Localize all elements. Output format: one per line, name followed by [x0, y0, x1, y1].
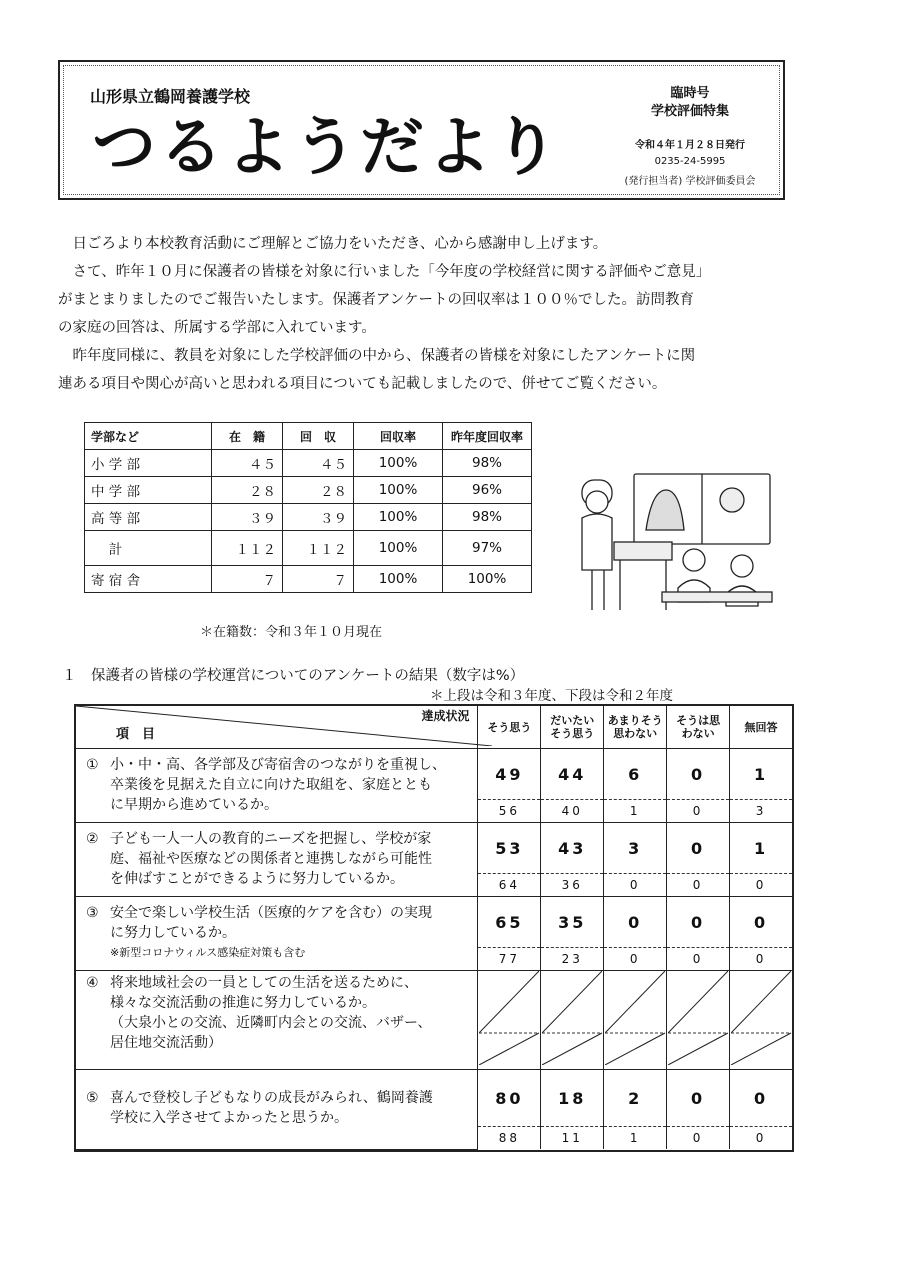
previous-value: 0 [667, 874, 730, 897]
rate-cell: 100% [354, 566, 443, 593]
item-note: ※新型コロナウィルス感染症対策も含む [110, 946, 306, 959]
item-number: ④ [86, 975, 99, 991]
dept-cell: 小 学 部 [85, 450, 212, 477]
item-line: 卒業後を見据えた自立に向けた取組を、家庭ととも [110, 777, 432, 793]
issue-contact: (発行担当者) 学校評価委員会 [624, 176, 756, 187]
intro-line: がまとまりましたのでご報告いたします。保護者アンケートの回収率は１００％でした。訪問教育 [58, 292, 694, 308]
not-applicable-cell [604, 971, 667, 1070]
survey-row [76, 1070, 792, 1127]
enrolled-cell: ４５ [212, 450, 283, 477]
school-name: 山形県立鶴岡養護学校 [90, 87, 251, 106]
slash-mark [479, 971, 539, 1065]
item-line: 将来地域社会の一員としての生活を送るために、 [110, 975, 418, 991]
header-cell: 回 収 [283, 423, 354, 450]
previous-value: 1 [604, 800, 667, 823]
header-banner [58, 60, 785, 200]
item-line: を伸ばすことができるように努力しているか。 [110, 871, 404, 887]
previous-value: 0 [730, 874, 792, 897]
issue-subtitle: 学校評価特集 [650, 104, 729, 119]
header-cell: 在 籍 [212, 423, 283, 450]
item-header-label: 項 目 [116, 727, 156, 742]
survey-row [76, 823, 792, 874]
current-value: 18 [541, 1070, 604, 1127]
intro-line: さて、昨年１０月に保護者の皆様を対象に行いました「今年度の学校経営に関する評価やご意見」 [58, 264, 711, 280]
table-row [85, 531, 532, 566]
survey-item [76, 971, 478, 1070]
survey-note: ＊上段は令和３年度、下段は令和２年度 [430, 688, 673, 704]
column-header-line: だいたい [550, 714, 595, 727]
previous-value: 3 [730, 800, 792, 823]
previous-value: 0 [667, 1127, 730, 1150]
prev-rate-cell: 98% [443, 504, 532, 531]
intro-line: の家庭の回答は、所属する学部に入れています。 [58, 320, 376, 336]
current-value: 53 [478, 823, 541, 874]
item-line: （大泉小との交流、近隣町内会との交流、バザー、 [110, 1015, 432, 1031]
survey-header-row [76, 706, 792, 749]
current-value: 35 [541, 897, 604, 948]
header-cell: 学部など [85, 423, 212, 450]
table-header-row [85, 423, 532, 450]
column-header-line: 思わない [613, 727, 658, 740]
previous-value: 40 [541, 800, 604, 823]
item-line: 小・中・高、各学部及び寄宿舎のつながりを重視し、 [110, 757, 446, 773]
rate-cell: 100% [354, 477, 443, 504]
current-value: 43 [541, 823, 604, 874]
current-value: 0 [667, 749, 730, 800]
previous-value: 36 [541, 874, 604, 897]
enrolled-cell: ２８ [212, 477, 283, 504]
item-number: ① [86, 757, 99, 773]
current-value: 2 [604, 1070, 667, 1127]
not-applicable-cell [478, 971, 541, 1070]
item-line: 様々な交流活動の推進に努力しているか。 [110, 995, 376, 1011]
current-value: 3 [604, 823, 667, 874]
current-value: 0 [730, 897, 792, 948]
survey-item [76, 1070, 478, 1150]
column-header [604, 706, 667, 749]
enrolled-cell: ３９ [212, 504, 283, 531]
issue-type: 臨時号 [670, 86, 710, 101]
survey-item [76, 749, 478, 823]
previous-value: 88 [478, 1127, 541, 1150]
previous-value: 77 [478, 948, 541, 971]
collected-cell: ４５ [283, 450, 354, 477]
column-header [730, 706, 792, 749]
previous-value: 64 [478, 874, 541, 897]
item-number: ③ [86, 905, 99, 921]
intro-line: 連ある項目や関心が高いと思われる項目についても記載しましたので、併せてご覧ください。 [58, 376, 667, 392]
column-header [667, 706, 730, 749]
survey-table [74, 704, 794, 1152]
issue-date: 令和４年１月２８日発行 [635, 140, 745, 151]
item-line: に早期から進めているか。 [110, 797, 278, 813]
current-value: 65 [478, 897, 541, 948]
item-line: 安全で楽しい学校生活（医療的ケアを含む）の実現 [110, 905, 432, 921]
previous-value: 11 [541, 1127, 604, 1150]
column-header-line: そうは思 [676, 714, 721, 727]
slash-mark [668, 971, 728, 1065]
enrolled-cell: １１２ [212, 531, 283, 566]
previous-value: 1 [604, 1127, 667, 1150]
collected-cell: １１２ [283, 531, 354, 566]
status-header-label: 達成状況 [421, 709, 470, 723]
survey-row [76, 971, 792, 1070]
not-applicable-cell [667, 971, 730, 1070]
item-line: 庭、福祉や医療などの関係者と連携しながら可能性 [110, 851, 432, 867]
item-line: 子ども一人一人の教育的ニーズを把握し、学校が家 [110, 831, 432, 847]
rate-cell: 100% [354, 450, 443, 477]
item-line: に努力しているか。 [110, 925, 236, 941]
table-row [85, 566, 532, 593]
column-header [541, 706, 604, 749]
survey-title: １ 保護者の皆様の学校運営についてのアンケートの結果（数字は%） [62, 668, 525, 684]
current-value: 49 [478, 749, 541, 800]
previous-value: 23 [541, 948, 604, 971]
item-number: ② [86, 831, 99, 847]
current-value: 6 [604, 749, 667, 800]
current-value: 44 [541, 749, 604, 800]
survey-item [76, 897, 478, 971]
column-header-line: そう思う [550, 727, 595, 740]
current-value: 1 [730, 823, 792, 874]
current-value: 0 [604, 897, 667, 948]
item-number: ⑤ [86, 1090, 99, 1106]
slash-mark [731, 971, 791, 1065]
table-row [85, 504, 532, 531]
masthead-title: つるようだより [92, 111, 561, 185]
prev-rate-cell: 100% [443, 566, 532, 593]
prev-rate-cell: 98% [443, 450, 532, 477]
classroom-illustration [572, 470, 776, 615]
column-header-line: 無回答 [744, 720, 778, 734]
item-line: 居住地交流活動） [110, 1035, 222, 1051]
column-header-line: わない [681, 727, 715, 740]
previous-value: 0 [730, 1127, 792, 1150]
rate-cell: 100% [354, 531, 443, 566]
collected-cell: ２８ [283, 477, 354, 504]
item-status-header [76, 706, 478, 749]
header-cell: 昨年度回収率 [443, 423, 532, 450]
dept-cell: 高 等 部 [85, 504, 212, 531]
table-row [85, 477, 532, 504]
prev-rate-cell: 97% [443, 531, 532, 566]
previous-value: 56 [478, 800, 541, 823]
column-header-line: そう思う [487, 720, 532, 734]
intro-line: 日ごろより本校教育活動にご理解とご協力をいただき、心から感謝申し上げます。 [58, 236, 608, 252]
enrollment-table [84, 422, 532, 593]
survey-row [76, 897, 792, 948]
header-cell: 回収率 [354, 423, 443, 450]
previous-value: 0 [730, 948, 792, 971]
survey-row [76, 749, 792, 800]
table-row [85, 450, 532, 477]
rate-cell: 100% [354, 504, 443, 531]
current-value: 0 [730, 1070, 792, 1127]
current-value: 1 [730, 749, 792, 800]
column-header-line: あまりそう [607, 714, 663, 727]
dept-cell: 計 [85, 531, 212, 566]
current-value: 0 [667, 897, 730, 948]
prev-rate-cell: 96% [443, 477, 532, 504]
dept-cell: 中 学 部 [85, 477, 212, 504]
survey-item [76, 823, 478, 897]
slash-mark [542, 971, 602, 1065]
current-value: 80 [478, 1070, 541, 1127]
issue-phone: 0235-24-5995 [654, 156, 726, 167]
intro-line: 昨年度同様に、教員を対象にした学校評価の中から、保護者の皆様を対象にしたアンケートに関 [58, 348, 696, 364]
dept-cell: 寄 宿 舎 [85, 566, 212, 593]
previous-value: 0 [604, 948, 667, 971]
item-line: 喜んで登校し子どもなりの成長がみられ、鶴岡養護 [110, 1090, 433, 1106]
slash-mark [605, 971, 665, 1065]
enrollment-footnote: ＊在籍数：令和３年１０月現在 [200, 625, 383, 640]
not-applicable-cell [541, 971, 604, 1070]
collected-cell: ３９ [283, 504, 354, 531]
not-applicable-cell [730, 971, 792, 1070]
previous-value: 0 [667, 800, 730, 823]
enrolled-cell: ７ [212, 566, 283, 593]
collected-cell: ７ [283, 566, 354, 593]
previous-value: 0 [667, 948, 730, 971]
item-line: 学校に入学させてよかったと思うか。 [110, 1110, 348, 1126]
previous-value: 0 [604, 874, 667, 897]
current-value: 0 [667, 1070, 730, 1127]
current-value: 0 [667, 823, 730, 874]
